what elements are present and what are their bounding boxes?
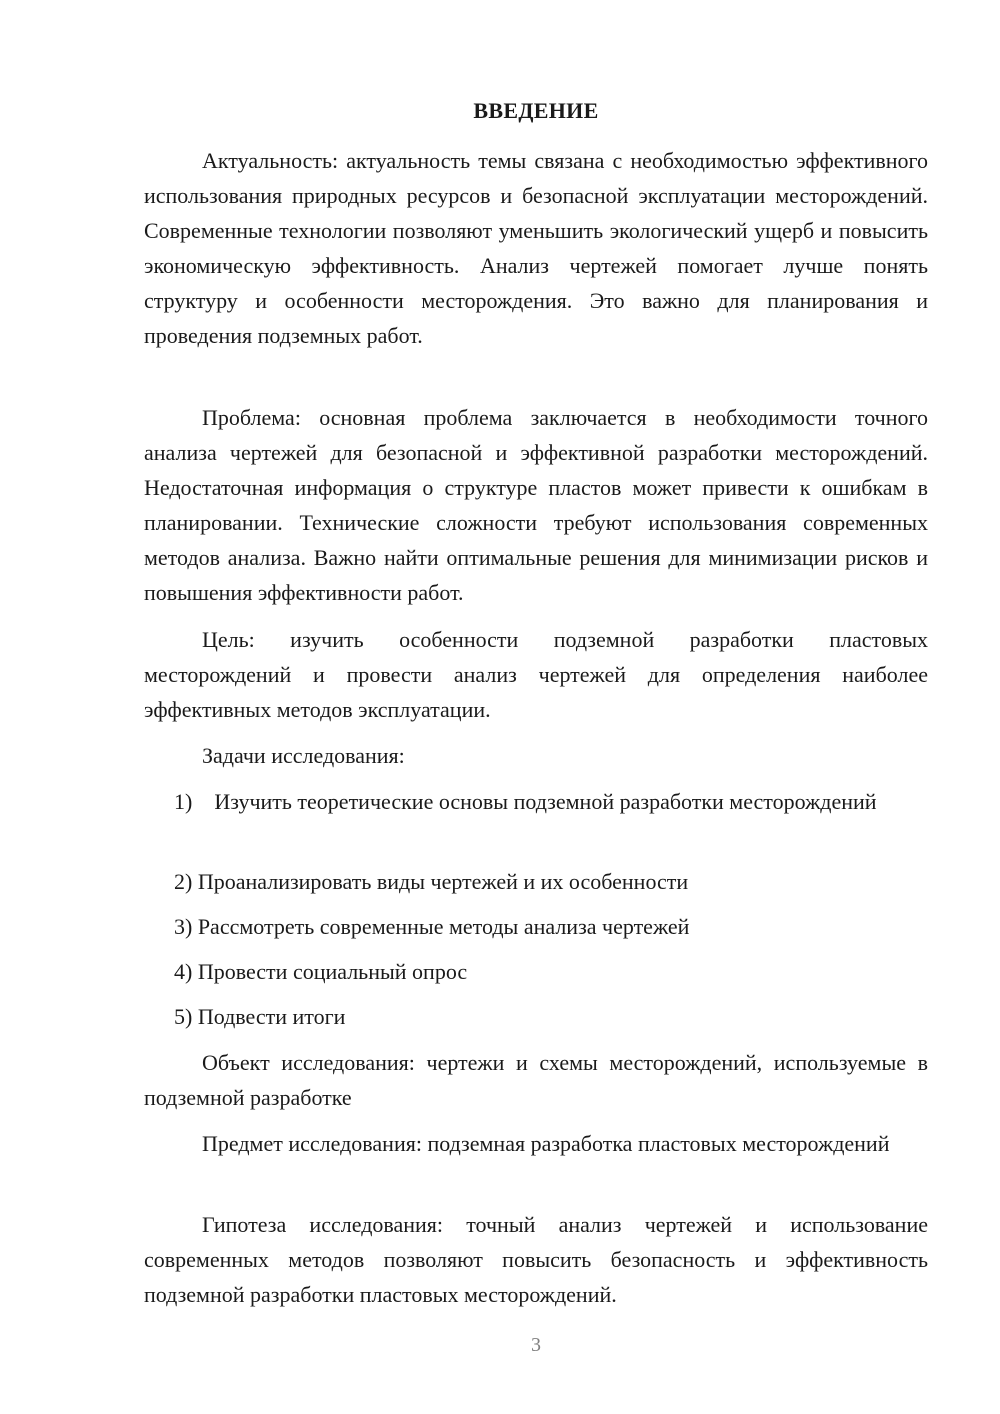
paragraph-problem: Проблема: основная проблема заключается в необходимости точного анализа чертежей для безопасной и эффективной разработки месторождений. Недостаточная информация о структуре пластов может привести к ошибкам в планировании. Технические сложности требуют использования современных методов анализа. Важно найти оптимальные решения для минимизации рисков и повышения эффективности работ. [144, 405, 928, 605]
paragraph-relevance: Актуальность: актуальность темы связана с необходимостью эффективного использования природных ресурсов и безопасной эксплуатации месторождений. Современные технологии позволяют уменьшить экологический ущерб и повысить экономическую эффективность. Анализ чертежей помогает лучше понять структуру и особенности месторождения. Это важно для планирования и проведения подземных работ. [144, 148, 928, 348]
page-number: 3 [531, 1334, 541, 1356]
paragraph-goal: Цель: изучить особенности подземной разработки пластовых месторождений и провести анализ чертежей для определения наиболее эффективных методов эксплуатации. [144, 627, 928, 722]
task-item-3: 3) Рассмотреть современные методы анализа чертежей [174, 914, 690, 939]
page-title: ВВЕДЕНИЕ [473, 98, 599, 123]
tasks-heading: Задачи исследования: [202, 743, 405, 768]
task-item-5: 5) Подвести итоги [174, 1004, 346, 1029]
paragraph-hypothesis: Гипотеза исследования: точный анализ чертежей и использование современных методов позволяют повысить безопасность и эффективность подземной разработки пластовых месторождений. [144, 1212, 928, 1307]
task-item-2: 2) Проанализировать виды чертежей и их особенности [174, 869, 689, 894]
paragraph-subject: Предмет исследования: подземная разработка пластовых месторождений [202, 1131, 890, 1156]
task-item-4: 4) Провести социальный опрос [174, 959, 468, 984]
paragraph-object: Объект исследования: чертежи и схемы месторождений, используемые в подземной разработке [144, 1050, 928, 1110]
task-item-1: 1) Изучить теоретические основы подземной разработки месторождений [174, 789, 877, 814]
